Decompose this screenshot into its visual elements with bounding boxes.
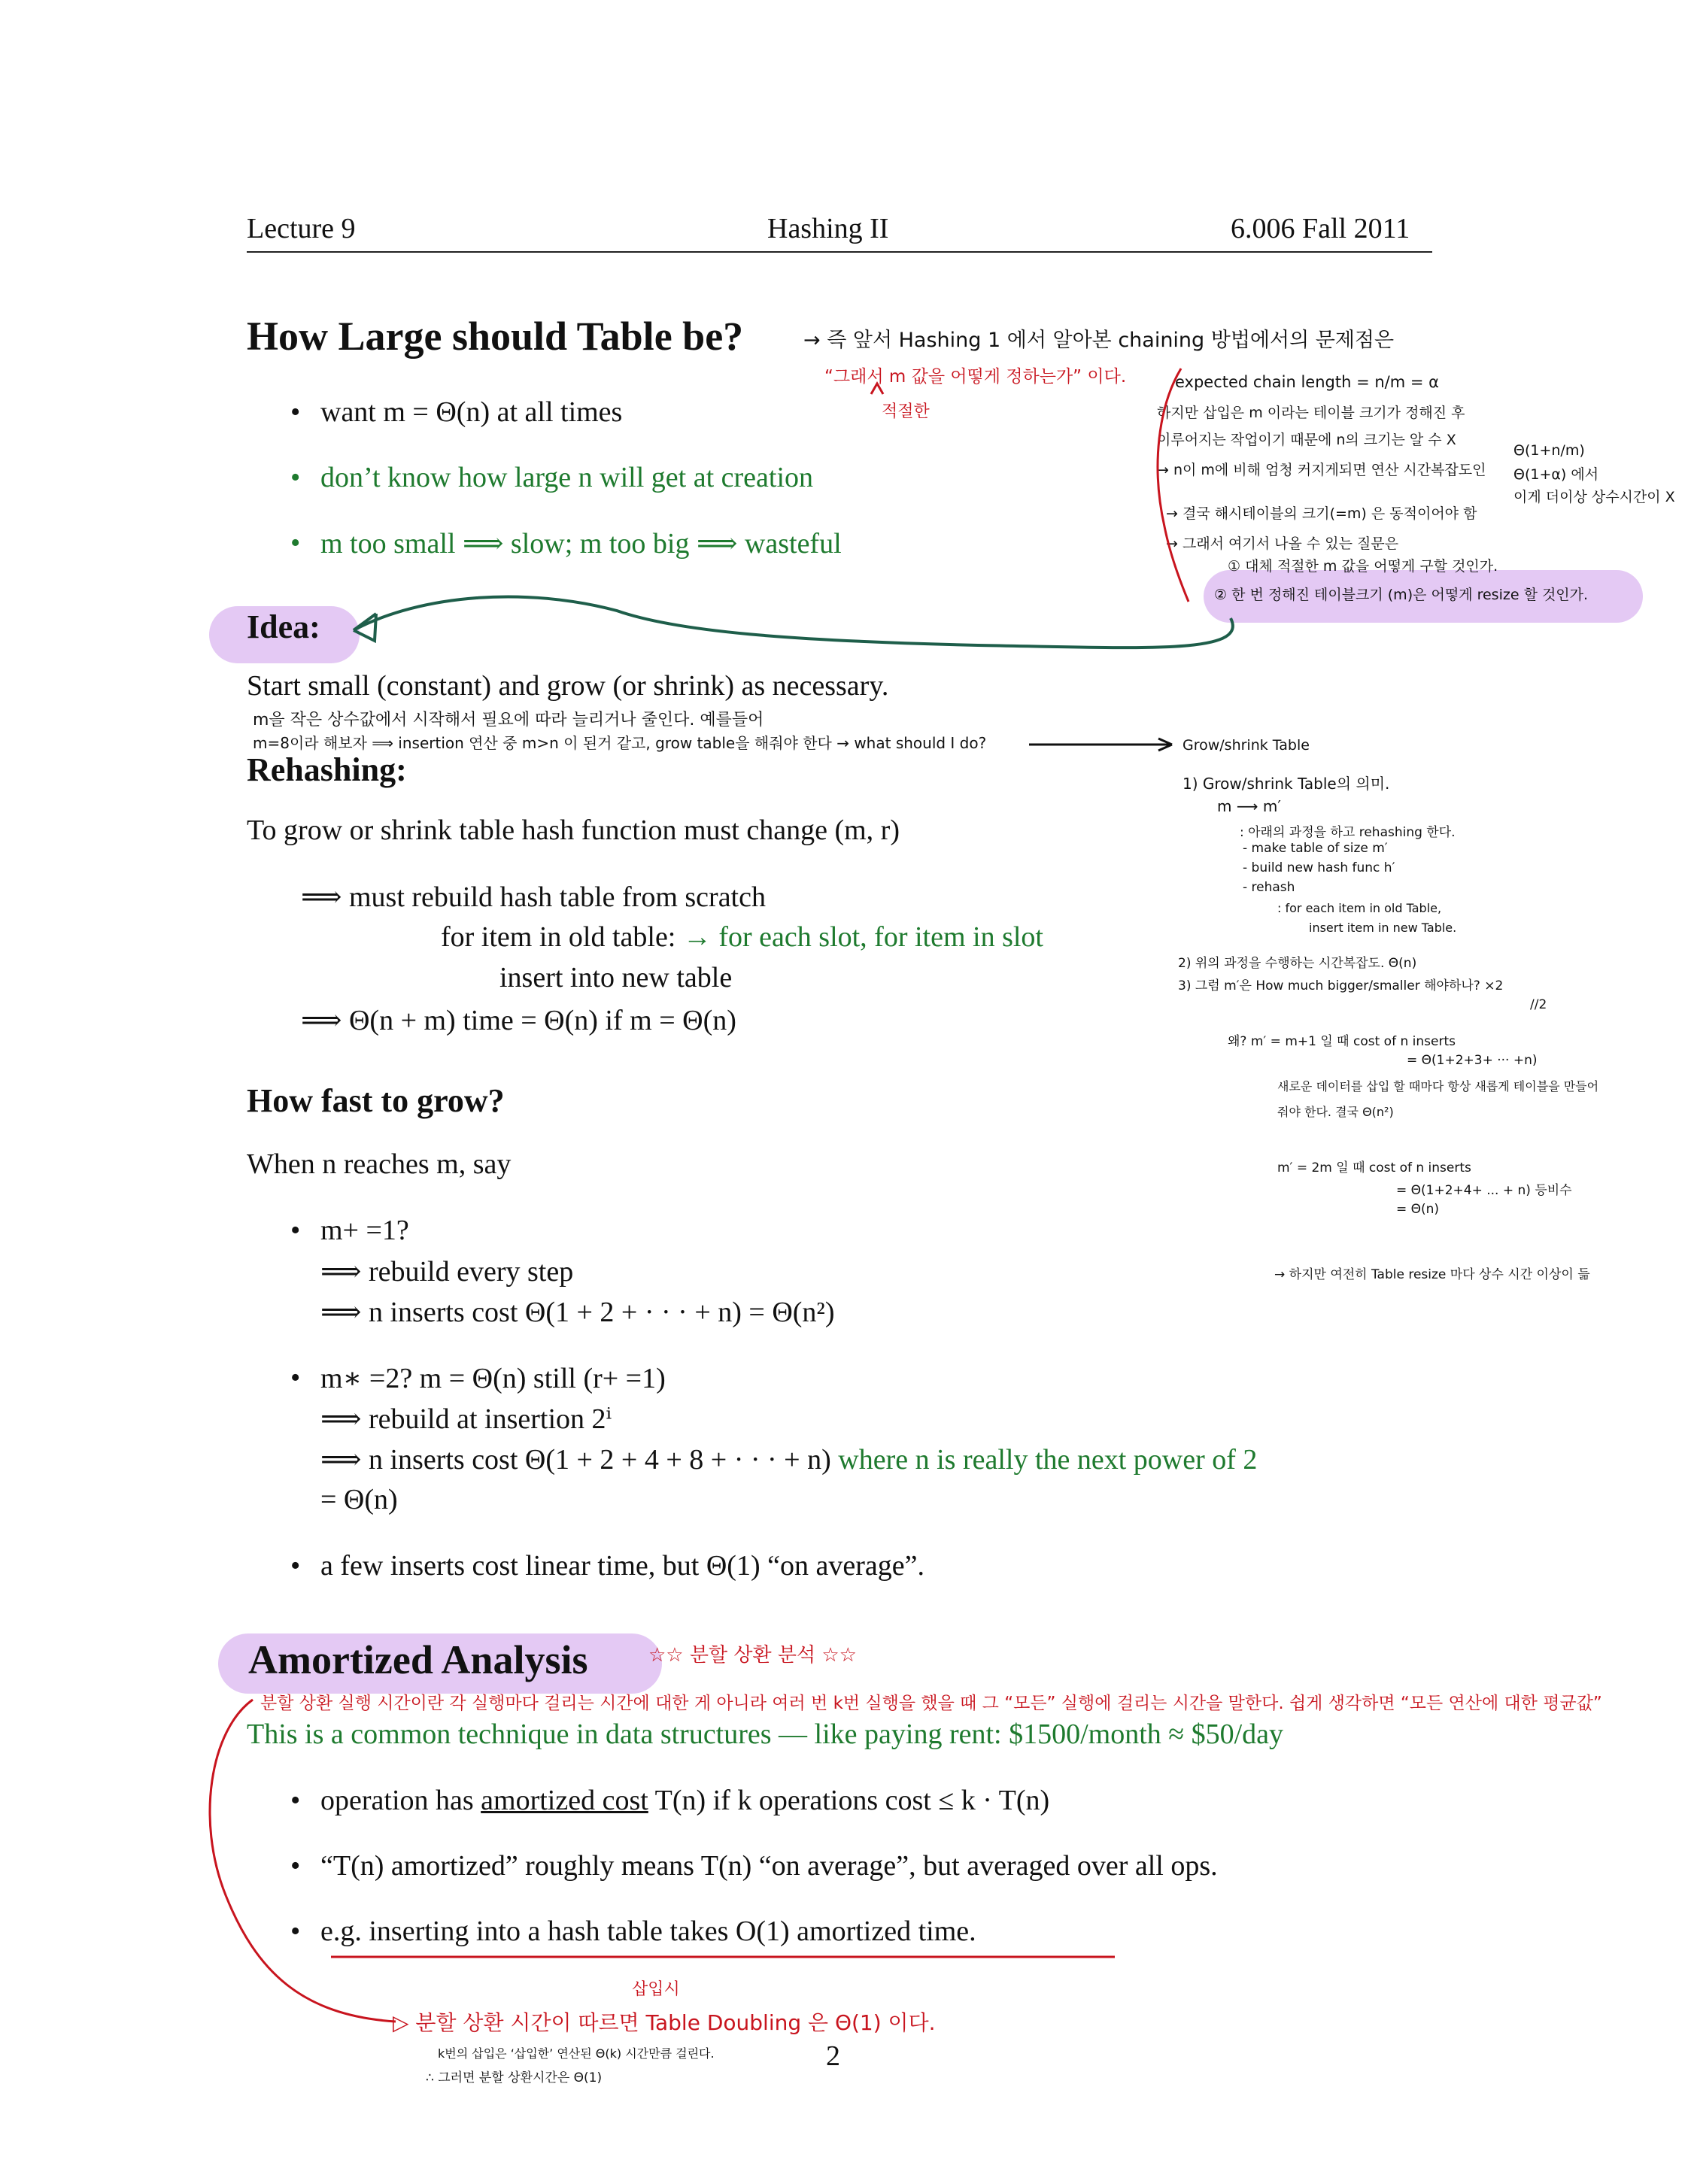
right-annotation-line: 이루어지는 작업이기 때문에 n의 크기는 알 수 X [1157, 432, 1456, 448]
red-handwritten-note: “그래서 m 값을 어떻게 정하는가” 이다. [824, 367, 1127, 387]
title-handwritten-note: → 즉 앞서 Hashing 1 에서 알아본 chaining 방법에서의 문제점은 [803, 329, 1395, 352]
grow-note-line: = Θ(1+2+4+ ... + n) 등비수 [1396, 1183, 1572, 1198]
grow-note-line: //2 [1530, 997, 1547, 1012]
idea-title: Idea: [247, 608, 320, 645]
right-annotation-line: ② 한 번 정해진 테이블크기 (m)은 어떻게 resize 할 것인가. [1214, 587, 1589, 603]
rehashing-intro: To grow or shrink table hash function must change (m, r) [247, 814, 900, 846]
right-annotation-line: → n이 m에 비해 엄청 커지게되면 연산 시간복잡도인 [1157, 462, 1486, 478]
list-item: • want m = Θ(n) at all times [320, 396, 622, 429]
theta-note: Θ(1+α) 에서 [1513, 466, 1599, 483]
grow-note-line: 새로운 데이터를 삽입 할 때마다 항상 새롭게 테이블을 만들어 [1277, 1079, 1599, 1094]
list-item: • e.g. inserting into a hash table takes O(1) amortized time. [320, 1915, 976, 1948]
rehashing-line: insert into new table [499, 962, 733, 993]
right-annotation-line: → 결국 해시테이블의 크기(=m) 은 동적이어야 함 [1166, 505, 1477, 522]
amortized-b1-pre: operation has [320, 1785, 481, 1816]
list-item: • m+ =1? [320, 1214, 409, 1247]
header-right: 6.006 Fall 2011 [1231, 213, 1410, 244]
grow-intro: When n reaches m, say [247, 1148, 512, 1180]
grow-note-line: - rehash [1243, 880, 1295, 895]
theta-note: 이게 더이상 상수시간이 X [1513, 489, 1675, 505]
list-item: • m∗ =2? m = Θ(n) still (r+ =1) [320, 1361, 666, 1395]
grow-note-line: m ⟶ m′ [1217, 797, 1281, 815]
green-arrow [354, 596, 1233, 648]
grow-note-line: 2) 위의 과정을 수행하는 시간복잡도. Θ(n) [1178, 956, 1417, 971]
right-annotation-line: expected chain length = n/m = α [1175, 373, 1439, 391]
grow-line: ⟹ n inserts cost Θ(1 + 2 + · · · + n) = Θ(n²) [320, 1297, 835, 1328]
right-annotation-line: 하지만 삽입은 m 이라는 테이블 크기가 정해진 후 [1157, 405, 1465, 421]
amortized-title: Amortized Analysis [248, 1637, 588, 1682]
grow-line: ⟹ rebuild at insertion 2ⁱ [320, 1403, 612, 1435]
amortized-tag: ☆☆ 분할 상환 분석 ☆☆ [648, 1644, 857, 1667]
red-caret [871, 384, 883, 394]
right-annotation-line: → 그래서 여기서 나올 수 있는 질문은 [1166, 535, 1399, 552]
header-center: Hashing II [767, 213, 889, 244]
grow-note-line: - build new hash func h′ [1243, 860, 1395, 875]
grow-cost-note: where n is really the next power of 2 [838, 1444, 1258, 1476]
grow-note-line: : for each item in old Table, [1277, 901, 1442, 915]
bottom-small-note: k번의 삽입은 ‘삽입한’ 연산된 Θ(k) 시간만큼 걸린다. [438, 2046, 715, 2061]
red-bracket [1158, 369, 1189, 602]
right-annotation-line: ① 대체 적절한 m 값을 어떻게 구할 것인가. [1228, 558, 1498, 575]
bottom-small-note: ∴ 그러면 분할 상환시간은 Θ(1) [426, 2070, 603, 2085]
grow-note-line: 왜? m′ = m+1 일 때 cost of n inserts [1228, 1034, 1456, 1049]
bottom-handwritten-note: ▷ 분할 상환 시간이 따르면 Table Doubling 은 Θ(1) 이다. [393, 2010, 936, 2035]
red-curve [210, 1700, 396, 2022]
list-item: • m too small ⟹ slow; m too big ⟹ wasteful [320, 526, 842, 560]
grow-line: ⟹ rebuild every step [320, 1256, 574, 1288]
amortized-b1-post: T(n) if k operations cost ≤ k · T(n) [648, 1785, 1050, 1816]
list-item: • “T(n) amortized” roughly means T(n) “on average”, but averaged over all ops. [320, 1849, 1218, 1882]
grow-note-line: insert item in new Table. [1309, 921, 1457, 935]
rehashing-title: Rehashing: [247, 751, 407, 788]
idea-handwritten-note: m을 작은 상수값에서 시작해서 필요에 따라 늘리거나 줄인다. 예를들어 [253, 711, 764, 730]
grow-note-line: 1) Grow/shrink Table의 의미. [1183, 775, 1390, 793]
grow-note-line: : 아래의 과정을 하고 rehashing 한다. [1240, 825, 1456, 840]
amortized-intro: This is a common technique in data structures — like paying rent: $1500/month ≈ $50/day [247, 1718, 1284, 1750]
rehashing-line: ⟹ Θ(n + m) time = Θ(n) if m = Θ(n) [301, 1005, 736, 1036]
green-arrowhead [354, 614, 376, 641]
rehashing-loop-note: → for each slot, for item in slot [682, 921, 1043, 953]
idea-text: Start small (constant) and grow (or shrink) as necessary. [247, 670, 889, 702]
grow-note-line: 3) 그럼 m′은 How much bigger/smaller 해야하나? ×2 [1178, 978, 1504, 993]
grow-note-line: - make table of size m′ [1243, 841, 1388, 856]
bottom-handwritten-note-top: 삽입시 [632, 1980, 680, 1999]
grow-title: How fast to grow? [247, 1082, 505, 1119]
header-left: Lecture 9 [247, 213, 356, 244]
list-item: • a few inserts cost linear time, but Θ(1) “on average”. [320, 1549, 924, 1582]
grow-note-line: Grow/shrink Table [1183, 737, 1310, 754]
grow-note-line: = Θ(n) [1396, 1202, 1440, 1217]
grow-note-line: 줘야 한다. 결국 Θ(n²) [1277, 1105, 1394, 1119]
list-item: • don’t know how large n will get at creation [320, 461, 813, 494]
grow-cost: ⟹ n inserts cost Θ(1 + 2 + 4 + 8 + · · · + n) [320, 1444, 831, 1476]
grow-line: = Θ(n) [320, 1484, 398, 1515]
idea-handwritten-note: m=8이라 해보자 ⟹ insertion 연산 중 m>n 이 된거 같고, grow table을 해줘야 한다 → what should I do? [253, 734, 987, 752]
section-title-table-size: How Large should Table be? [247, 314, 744, 359]
amortized-b1-underlined: amortized cost [481, 1785, 648, 1816]
red-handwritten-note-small: 적절한 [882, 402, 930, 421]
grow-note-line: = Θ(1+2+3+ ··· +n) [1407, 1053, 1538, 1068]
rehashing-loop: for item in old table: [441, 921, 676, 953]
grow-note-line: m′ = 2m 일 때 cost of n inserts [1277, 1160, 1471, 1175]
rehashing-line: ⟹ must rebuild hash table from scratch [301, 881, 766, 913]
grow-note-line: → 하지만 여전히 Table resize 마다 상수 시간 이상이 듦 [1274, 1267, 1590, 1282]
amortized-handwritten-note: 분할 상환 실행 시간이란 각 실행마다 걸리는 시간에 대한 게 아니라 여러 번 k번 실행을 했을 때 그 “모든” 실행에 걸리는 시간을 말한다. 쉽게 생각하면 “모든 연산에 대한 평균값” [260, 1694, 1602, 1713]
page-number: 2 [826, 2040, 840, 2072]
theta-note: Θ(1+n/m) [1513, 442, 1585, 459]
